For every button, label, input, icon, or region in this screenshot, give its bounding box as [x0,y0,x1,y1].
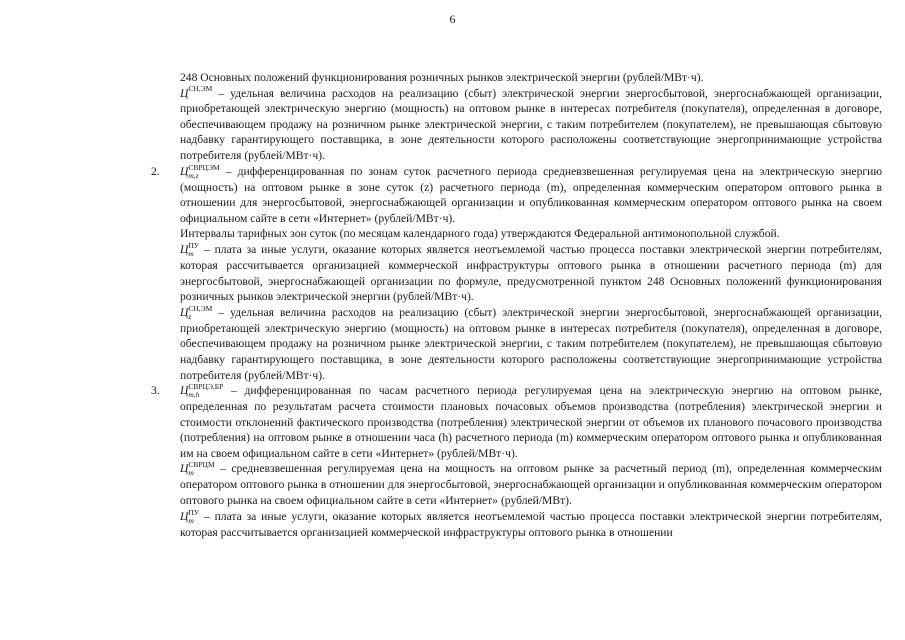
paragraph-definition-ch-pu-2 [180,509,882,541]
paragraph-definition-ch-pu [180,242,882,305]
paragraph-definition-ch-svrcm [180,461,882,508]
formula-symbol: $Ц^{СН,ЭМ}$ [180,83,213,100]
formula-symbol: Ц СН,ЭМ z [180,303,213,321]
paragraph-text: – удельная величина расходов на реализацию (сбыт) электрической энергии энергосбытовой, энергоснабжающей организации, приобретающей электрическую энергию (мощность) на оптовом рынке в интересах потребителя (покупателя), определенная в договоре, обеспечивающем продажу на розничном рынке электрической энергии, с таким потребителем (покупателем), не превышающая сбытовую надбавку гарантирующего поставщика, в зоне деятельности которого расположены соответствующие энергопринимающие устройства потребителя (рублей/МВт·ч). [180,305,882,382]
list-item-2 [151,162,882,227]
paragraph-definition-ch-sn-em-z [180,305,882,383]
formula-symbol: Ц СВРЦЭМ m,z [180,162,220,180]
paragraph-continuation [180,70,882,86]
formula-symbol: Ц ПУ m [180,240,200,258]
paragraph-tariff-zones [180,226,882,242]
paragraph-text: – плата за иные услуги, оказание которых является неотъемлемой частью процесса поставки электрической энергии потребителям, которая рассчитывается организацией коммерческой инфраструктуры оптового рынка в отношении расчетного периода (m) для энергосбытовой, энергоснабжающей организации по формуле, предусмотренной пунктом 248 Основных положений функционирования розничных рынков электрической энергии (рублей/МВт·ч). [180,242,882,304]
paragraph-text: 248 Основных положений функционирования розничных рынков электрической энергии (рублей/МВт·ч). [180,71,704,84]
formula-symbol: Ц СВРЦМ m [180,460,215,478]
paragraph-text: – плата за иные услуги, оказание которых является неотъемлемой частью процесса поставки электрической энергии потребителям, которая рассчитывается организацией коммерческой инфраструктуры оптового рынка в отношении [180,509,882,539]
page-number: 6 [449,12,456,26]
paragraph-text: – средневзвешенная регулируемая цена на мощность на оптовом рынке за расчетный период (m), определенная коммерческим оператором оптового рынка в отношении для энергосбытовой, энергоснабжающей организации и опубликованная коммерческим оператором оптового рынка на своем официальном сайте в сети «Интернет» (рублей/МВт). [180,462,882,508]
paragraph-text: – удельная величина расходов на реализацию (сбыт) электрической энергии энергосбытовой, энергоснабжающей организации, приобретающей электрическую энергию (мощность) на оптовом рынке в интересах потребителя (покупателя), определенная в договоре, обеспечивающем продажу на розничном рынке электрической энергии, с таким потребителем (покупателем), не превышающая сбытовую надбавку гарантирующего поставщика, в зоне деятельности которого расположены соответствующие энергопринимающие устройства потребителя (рублей/МВт·ч). [180,86,882,162]
document-body [151,70,882,540]
item-number: 2. [151,164,160,178]
list-item-3 [151,382,882,461]
item-number: 3. [151,384,160,398]
formula-symbol: Ц ПУ m [180,507,200,525]
paragraph-text: – дифференцированная по зонам суток расчетного периода средневзвешенная регулируемая цена на электрическую энергию (мощность) на оптовом рынке в зоне суток (z) расчетного периода (m), определенная коммерческим оператором оптового рынка в отношении для энергосбытовой, энергоснабжающей организации и опубликованная коммерческим оператором оптового рынка на своем официальном сайте в сети «Интернет» (рублей/МВт·ч). [180,164,882,225]
paragraph-definition-ch-sn-em [180,83,882,164]
paragraph-text: Интервалы тарифных зон суток (по месяцам календарного года) утверждаются Федеральной антимонопольной службой. [180,227,780,241]
paragraph-text: – дифференцированная по часам расчетного периода регулируемая цена на электрическую энергию на оптовом рынке, определенная по результатам расчета стоимости плановых почасовых объемов производства (потребления) электрической энергии и стоимости отклонений фактического производства (потребления) электрической энергии от объемов их планового почасового производства (потребления) на оптовом рынке в отношении часа (h) расчетного периода (m) коммерческим оператором оптового рынка и опубликованная им на своем официальном сайте в сети «Интернет» (рублей/МВт·ч). [180,384,882,460]
formula-symbol: Ц СВРЦЭ,БР m,h [180,382,224,400]
